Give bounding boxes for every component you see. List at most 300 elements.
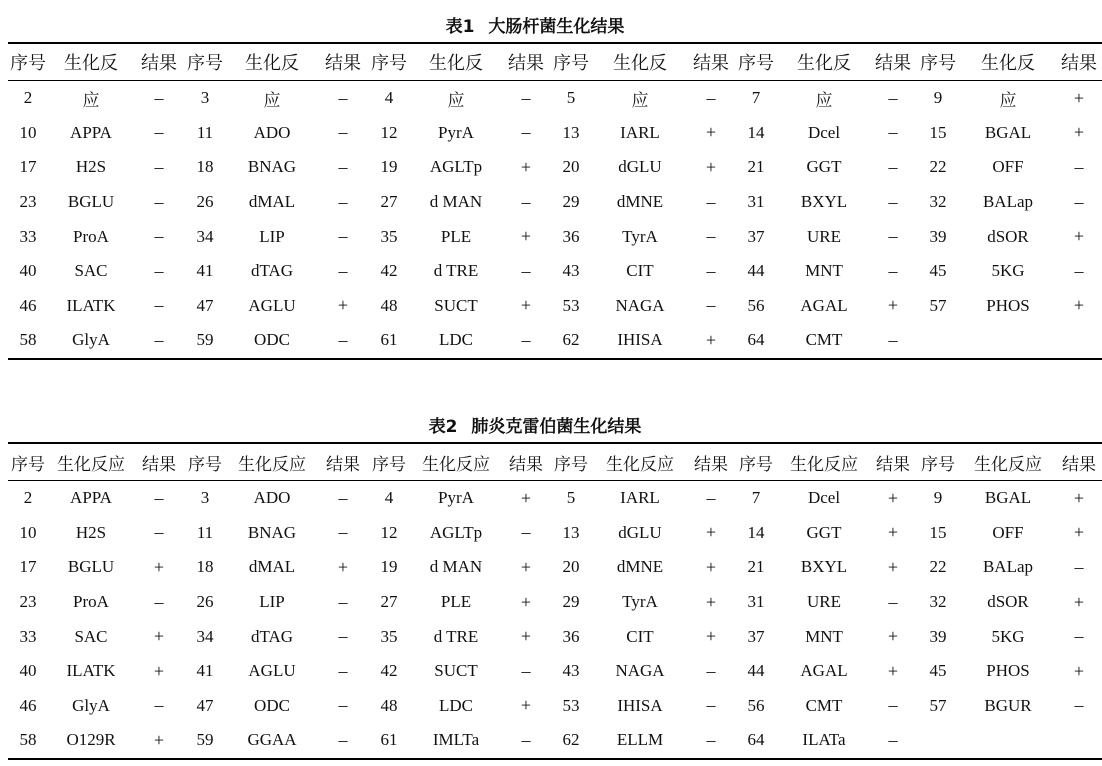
table2-cell: + xyxy=(705,626,717,647)
table1-header-cell: 序号 xyxy=(10,53,46,74)
table1-cell: AGLTp xyxy=(429,157,483,177)
table2-body xyxy=(8,481,1102,759)
table2-header-cell: 结果 xyxy=(876,454,910,475)
table1-cell: BGLU xyxy=(67,192,115,212)
table1-cell: – xyxy=(706,87,716,108)
table1-cell: – xyxy=(338,191,348,212)
table2-cell: 56 xyxy=(747,695,765,715)
table1-cell: 19 xyxy=(380,157,398,177)
table2-cell: – xyxy=(338,729,348,750)
table2-cell: dMAL xyxy=(248,557,296,577)
table1-cell: 10 xyxy=(19,122,37,142)
table2-cell: 44 xyxy=(747,661,765,681)
table1-cell: ILATK xyxy=(66,295,116,315)
table2-cell: IARL xyxy=(620,488,660,508)
table1-cell: 43 xyxy=(562,261,580,281)
table1-cell: 35 xyxy=(380,226,398,246)
table1-cell: – xyxy=(706,226,716,247)
table2-cell: + xyxy=(887,522,899,543)
table2-cell: + xyxy=(153,729,165,750)
table2-cell xyxy=(1056,723,1102,759)
table1-cell: 64 xyxy=(747,330,765,350)
table1-cell: 59 xyxy=(196,330,214,350)
table2-header-cell: 序号 xyxy=(188,454,222,475)
table2-header-cell: 生化反应 xyxy=(238,454,306,475)
table1-cell: – xyxy=(888,87,898,108)
table2-cell: + xyxy=(153,556,165,577)
table2-cell: 59 xyxy=(196,730,214,750)
table2-cell: BXYL xyxy=(800,557,848,577)
table2-cell: BGUR xyxy=(984,695,1032,715)
table1-cell: AGLU xyxy=(248,295,296,315)
table2-header-cell: 结果 xyxy=(326,454,360,475)
table1-cell: – xyxy=(888,329,898,350)
table2-cell: + xyxy=(1073,591,1085,612)
table1-cell: 42 xyxy=(380,261,398,281)
table1-cell: CMT xyxy=(805,330,843,350)
table2-cell: OFF xyxy=(992,522,1024,542)
table1-cell: + xyxy=(705,329,717,350)
table1-cell: BGAL xyxy=(984,122,1032,142)
table2-cell: PyrA xyxy=(438,488,474,508)
table1-cell: + xyxy=(520,226,532,247)
table2-cell: 42 xyxy=(380,661,398,681)
table2-cell: PHOS xyxy=(986,661,1030,681)
table2-cell: dGLU xyxy=(618,522,662,542)
table2-cell: + xyxy=(705,591,717,612)
table1-cell: SUCT xyxy=(434,295,478,315)
table2-cell: – xyxy=(888,591,898,612)
table2-cell: 39 xyxy=(929,626,947,646)
table2-cell: 53 xyxy=(562,695,580,715)
table1-cell: 61 xyxy=(380,330,398,350)
table1-cell: 34 xyxy=(196,226,214,246)
table1-cell: 47 xyxy=(196,295,214,315)
table1-cell: 应 xyxy=(263,90,281,110)
table2-header-cell: 序号 xyxy=(739,454,773,475)
table2-cell: GlyA xyxy=(72,695,110,715)
table2-cell: H2S xyxy=(75,522,107,542)
table1-cell: 应 xyxy=(447,90,465,110)
table1-cell: dGLU xyxy=(618,157,662,177)
table2-header-cell: 结果 xyxy=(694,454,728,475)
table1-cell: GlyA xyxy=(72,330,110,350)
table1-header-cell: 结果 xyxy=(875,53,911,74)
table1-cell: – xyxy=(706,191,716,212)
table1-cell: – xyxy=(521,260,531,281)
table2-cell: MNT xyxy=(805,626,843,646)
table2-header-cell: 生化反应 xyxy=(57,454,125,475)
table1-cell: – xyxy=(888,260,898,281)
table2-cell: + xyxy=(705,556,717,577)
table2-cell: – xyxy=(521,660,531,681)
table1-body xyxy=(8,81,1102,359)
table2-cell: + xyxy=(887,626,899,647)
table1-cell: 44 xyxy=(747,261,765,281)
table2-cell: 47 xyxy=(196,695,214,715)
table1-caption-title: 大肠杆菌生化结果 xyxy=(488,17,625,37)
table-row xyxy=(8,219,1102,254)
table1-cell: APPA xyxy=(70,122,112,142)
table1-cell: – xyxy=(521,191,531,212)
table1-cell: 45 xyxy=(929,261,947,281)
table1-cell: GGT xyxy=(806,157,842,177)
table1-header-cell: 结果 xyxy=(508,53,544,74)
table1-cell: – xyxy=(338,87,348,108)
table2-cell: 19 xyxy=(380,557,398,577)
table2-cell: BGLU xyxy=(67,557,115,577)
table2-cell: – xyxy=(1074,556,1084,577)
table-row xyxy=(8,516,1102,551)
table2-cell: LIP xyxy=(259,592,285,612)
table1-cell: + xyxy=(887,295,899,316)
table2-cell: 45 xyxy=(929,661,947,681)
table2-cell: + xyxy=(887,660,899,681)
table2-cell: 5KG xyxy=(991,626,1025,646)
table1-cell: IHISA xyxy=(617,330,663,350)
table1-header-cell: 生化反 xyxy=(64,53,118,74)
table2-cell xyxy=(960,723,1056,759)
table-row xyxy=(8,654,1102,689)
table1-cell: 18 xyxy=(196,157,214,177)
table1-cell: PHOS xyxy=(986,295,1030,315)
table2-caption-title: 肺炎克雷伯菌生化结果 xyxy=(471,417,642,437)
table-row xyxy=(8,81,1102,116)
table2-cell: 61 xyxy=(380,730,398,750)
table-row xyxy=(8,585,1102,620)
table2-cell: + xyxy=(887,487,899,508)
table2-cell: dTAG xyxy=(250,626,294,646)
table1-cell: – xyxy=(706,295,716,316)
table2-cell: – xyxy=(888,729,898,750)
table1-cell: d TRE xyxy=(433,261,479,281)
table1-cell: d MAN xyxy=(429,192,483,212)
table1-cell xyxy=(916,323,960,359)
table1-cell: 7 xyxy=(751,88,761,108)
table-row xyxy=(8,723,1102,759)
table2-cell: GGT xyxy=(806,522,842,542)
table2-cell: 13 xyxy=(562,522,580,542)
table1-cell: 26 xyxy=(196,192,214,212)
table2-block xyxy=(8,412,1096,760)
table1-cell: + xyxy=(1073,226,1085,247)
table1-cell: – xyxy=(154,87,164,108)
table2-cell: 40 xyxy=(19,661,37,681)
table1-cell: dSOR xyxy=(987,226,1029,246)
table2-cell: ELLM xyxy=(616,730,664,750)
table1-header-cell: 序号 xyxy=(371,53,407,74)
table1-header-cell: 序号 xyxy=(187,53,223,74)
table1-cell: – xyxy=(154,329,164,350)
table1-block xyxy=(8,12,1097,360)
table1-cell: 应 xyxy=(631,90,649,110)
table1-cell: + xyxy=(1073,87,1085,108)
table1-cell: – xyxy=(338,226,348,247)
table2-cell: + xyxy=(520,591,532,612)
table2-cell: URE xyxy=(807,592,841,612)
table2-cell: dSOR xyxy=(987,592,1029,612)
table2-cell: + xyxy=(520,626,532,647)
table1-header-cell: 序号 xyxy=(553,53,589,74)
table1-cell: – xyxy=(1074,156,1084,177)
table1-cell: BALap xyxy=(982,192,1034,212)
table2-cell: 32 xyxy=(929,592,947,612)
table2-cell: – xyxy=(338,695,348,716)
table1-cell: + xyxy=(705,156,717,177)
table2-cell: CMT xyxy=(805,695,843,715)
table-row xyxy=(8,619,1102,654)
table1-cell: – xyxy=(521,329,531,350)
table1-cell: + xyxy=(520,295,532,316)
table1-cell: 17 xyxy=(19,157,37,177)
table1-cell: LIP xyxy=(259,226,285,246)
table2-cell: O129R xyxy=(66,730,116,750)
table1-cell: 40 xyxy=(19,261,37,281)
table1-cell: 14 xyxy=(747,122,765,142)
table1-cell: 应 xyxy=(82,90,100,110)
table2-header-cell: 生化反应 xyxy=(606,454,674,475)
table2-cell: PLE xyxy=(440,592,472,612)
table1-cell: – xyxy=(521,87,531,108)
table1-cell: + xyxy=(337,295,349,316)
table1-cell: 3 xyxy=(200,88,210,108)
table1-cell: 53 xyxy=(562,295,580,315)
table2-cell: 15 xyxy=(929,522,947,542)
table1-header-cell: 生化反 xyxy=(245,53,299,74)
table2-caption xyxy=(8,412,1062,442)
table-row xyxy=(8,323,1102,359)
table2-header-cell: 生化反应 xyxy=(422,454,490,475)
table2-cell: + xyxy=(153,660,165,681)
table2-cell: + xyxy=(887,556,899,577)
table2-cell: + xyxy=(337,556,349,577)
table1-cell: BNAG xyxy=(247,157,297,177)
table2-cell: 58 xyxy=(19,730,37,750)
table2-cell: BGAL xyxy=(984,488,1032,508)
table2-cell: – xyxy=(338,522,348,543)
table1-cell: 13 xyxy=(562,122,580,142)
table2-cell: 11 xyxy=(196,522,214,542)
table1-cell: – xyxy=(338,260,348,281)
table1-header-cell: 生化反 xyxy=(429,53,483,74)
table2-caption-number: 表2 xyxy=(428,417,458,437)
table2-cell: 5 xyxy=(566,488,576,508)
table2-cell: – xyxy=(521,522,531,543)
table2-cell: 14 xyxy=(747,522,765,542)
table2-cell: 48 xyxy=(380,695,398,715)
table1-cell: 58 xyxy=(19,330,37,350)
table2-cell: 37 xyxy=(747,626,765,646)
table1-cell: – xyxy=(338,122,348,143)
table2-cell: SUCT xyxy=(434,661,478,681)
table2-cell: AGLU xyxy=(248,661,296,681)
table1-cell: BXYL xyxy=(800,192,848,212)
table1-cell: – xyxy=(154,122,164,143)
table2-cell: 62 xyxy=(562,730,580,750)
table1-cell xyxy=(1056,323,1102,359)
table1-cell: 31 xyxy=(747,192,765,212)
table1-cell: + xyxy=(1073,122,1085,143)
table2-cell: APPA xyxy=(70,488,112,508)
table2-cell: 12 xyxy=(380,522,398,542)
table1-cell: NAGA xyxy=(615,295,665,315)
table2-cell: – xyxy=(706,660,716,681)
table1-cell: LDC xyxy=(439,330,473,350)
table2-cell: – xyxy=(706,487,716,508)
table1-cell: 41 xyxy=(196,261,214,281)
table2-cell: 22 xyxy=(929,557,947,577)
table1-cell: + xyxy=(705,122,717,143)
table-row xyxy=(8,289,1102,324)
table2-cell: 3 xyxy=(200,488,210,508)
table2-cell: 31 xyxy=(747,592,765,612)
table1-header-cell: 结果 xyxy=(141,53,177,74)
table2-cell: d MAN xyxy=(429,557,483,577)
table2-cell: – xyxy=(154,487,164,508)
table2-cell: ProA xyxy=(73,592,109,612)
table2-cell: 20 xyxy=(562,557,580,577)
table1-cell: 36 xyxy=(562,226,580,246)
table1-cell: 57 xyxy=(929,295,947,315)
table1-cell: – xyxy=(521,122,531,143)
table2-header-cell: 结果 xyxy=(509,454,543,475)
table1-header-cell: 生化反 xyxy=(981,53,1035,74)
table2-cell: + xyxy=(1073,660,1085,681)
table1-cell: + xyxy=(1073,295,1085,316)
table1-cell: 62 xyxy=(562,330,580,350)
table-row xyxy=(8,185,1102,220)
table2-cell: + xyxy=(520,556,532,577)
table1-cell: dMNE xyxy=(616,192,664,212)
table2-cell: NAGA xyxy=(615,661,665,681)
table1-cell: AGAL xyxy=(800,295,848,315)
table2-cell: + xyxy=(520,695,532,716)
table1-cell: ODC xyxy=(254,330,290,350)
table1-header-cell: 结果 xyxy=(693,53,729,74)
table2-cell: 21 xyxy=(747,557,765,577)
table2-cell: 23 xyxy=(19,592,37,612)
table1-header-cell: 结果 xyxy=(325,53,361,74)
table1-cell: – xyxy=(338,156,348,177)
table1-cell: CIT xyxy=(626,261,654,281)
table2-cell: + xyxy=(1073,487,1085,508)
table2-cell: + xyxy=(153,626,165,647)
table-row xyxy=(8,150,1102,185)
table1-cell: dMAL xyxy=(248,192,296,212)
table2-cell: ILATa xyxy=(802,730,846,750)
table2-cell: AGAL xyxy=(800,661,848,681)
table2-cell: LDC xyxy=(439,695,473,715)
table1-cell: IARL xyxy=(620,122,660,142)
table2-header-cell: 生化反应 xyxy=(790,454,858,475)
table1-cell: – xyxy=(154,260,164,281)
table1-cell: – xyxy=(888,226,898,247)
table2-cell: ILATK xyxy=(66,661,116,681)
table2-cell: – xyxy=(338,626,348,647)
table2-cell: + xyxy=(1073,522,1085,543)
table1-cell: – xyxy=(1074,191,1084,212)
table2-cell: – xyxy=(1074,626,1084,647)
table-row xyxy=(8,550,1102,585)
table1-cell: 56 xyxy=(747,295,765,315)
table2-cell: 18 xyxy=(196,557,214,577)
table2-cell: – xyxy=(338,591,348,612)
table2-cell: 64 xyxy=(747,730,765,750)
table2-cell: 34 xyxy=(196,626,214,646)
table1 xyxy=(8,42,1102,360)
table1-cell: 22 xyxy=(929,157,947,177)
table1-cell: 15 xyxy=(929,122,947,142)
table1-caption-number: 表1 xyxy=(445,17,475,37)
table-row xyxy=(8,689,1102,724)
table1-cell: 20 xyxy=(562,157,580,177)
table2-header-row xyxy=(8,443,1102,481)
table1-cell: – xyxy=(888,122,898,143)
table1-cell: + xyxy=(520,156,532,177)
table2-header-cell: 序号 xyxy=(554,454,588,475)
table1-cell: PyrA xyxy=(438,122,474,142)
table2-cell: 57 xyxy=(929,695,947,715)
table1-header-cell: 序号 xyxy=(738,53,774,74)
table2-cell: – xyxy=(154,695,164,716)
table1-header-cell: 生化反 xyxy=(797,53,851,74)
table2-cell: IHISA xyxy=(617,695,663,715)
table-row xyxy=(8,481,1102,516)
table2-cell: BNAG xyxy=(247,522,297,542)
table1-cell xyxy=(960,323,1056,359)
table1-cell: 11 xyxy=(196,122,214,142)
table1-cell: dTAG xyxy=(250,261,294,281)
table1-cell: 12 xyxy=(380,122,398,142)
table1-cell: 9 xyxy=(933,88,943,108)
table1-header-row xyxy=(8,43,1102,81)
table2-cell: 2 xyxy=(23,488,33,508)
table1-header-cell: 结果 xyxy=(1061,53,1097,74)
table2-cell: 10 xyxy=(19,522,37,542)
table-row xyxy=(8,254,1102,289)
table2-cell: – xyxy=(706,695,716,716)
table1-cell: 48 xyxy=(380,295,398,315)
table1-header-cell: 生化反 xyxy=(613,53,667,74)
table2-header-cell: 序号 xyxy=(372,454,406,475)
table2-cell: AGLTp xyxy=(429,522,483,542)
table1-cell: 21 xyxy=(747,157,765,177)
table2-cell: – xyxy=(154,522,164,543)
table1-cell: ADO xyxy=(253,122,291,142)
table2-cell: dMNE xyxy=(616,557,664,577)
table2-cell: – xyxy=(154,591,164,612)
table1-cell: TyrA xyxy=(622,226,658,246)
table1-cell: 29 xyxy=(562,192,580,212)
table1-cell: – xyxy=(154,191,164,212)
table2-cell: – xyxy=(521,729,531,750)
table2-header-cell: 序号 xyxy=(921,454,955,475)
table1-cell: 37 xyxy=(747,226,765,246)
table1-cell: SAC xyxy=(74,261,108,281)
table2-cell: 4 xyxy=(384,488,394,508)
table1-cell: – xyxy=(706,260,716,281)
table2-cell xyxy=(916,723,960,759)
table1-cell: 5 xyxy=(566,88,576,108)
table1-caption xyxy=(8,12,1062,42)
table2-cell: 35 xyxy=(380,626,398,646)
table2-cell: CIT xyxy=(626,626,654,646)
table1-cell: 5KG xyxy=(991,261,1025,281)
table1-cell: 27 xyxy=(380,192,398,212)
table2-cell: + xyxy=(705,522,717,543)
table2-cell: – xyxy=(1074,695,1084,716)
table1-cell: – xyxy=(154,226,164,247)
